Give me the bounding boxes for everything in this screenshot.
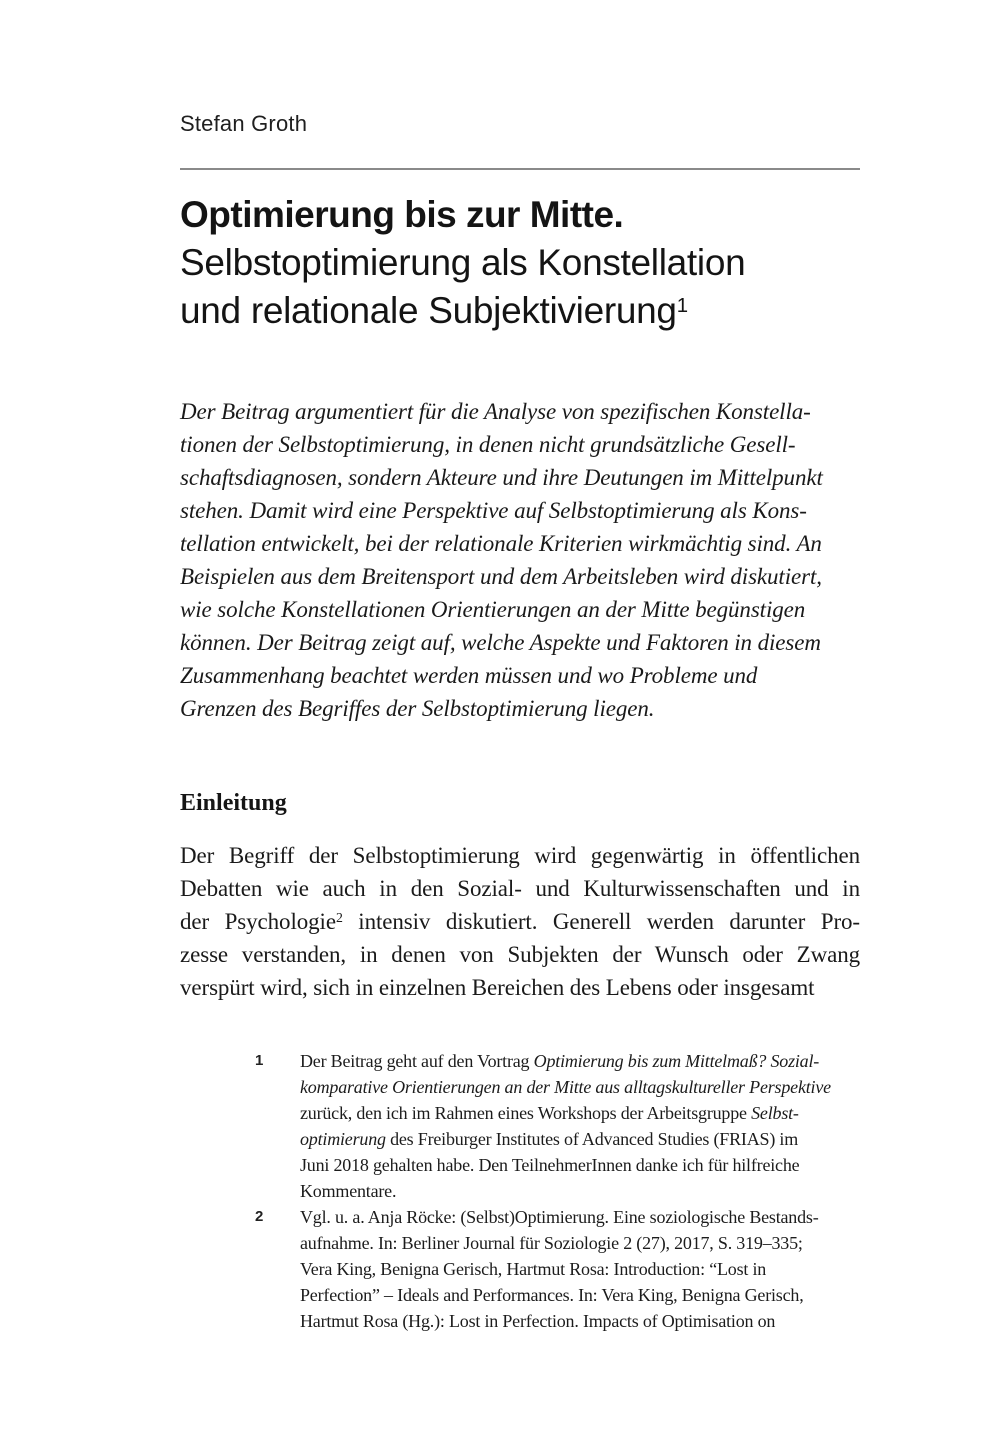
article-subtitle-line2: [180, 290, 688, 331]
footnote-item: [180, 1204, 860, 1334]
footnote-number: 2: [255, 1208, 264, 1225]
article-title: [180, 191, 860, 335]
body-line: verspürt wird, sich in einzelnen Bereichen des Lebens oder insgesamt: [180, 975, 815, 1000]
intro-paragraph: [180, 839, 860, 1004]
footnote-ref-1: 1: [676, 294, 688, 317]
body-line: Debatten wie auch in den Sozial- und Kulturwissenschaften und in: [180, 876, 860, 901]
body-line: Der Begriff der Selbstoptimierung wird gegenwärtig in öffentlichen: [180, 843, 860, 868]
footnote-text: Der Beitrag geht auf den Vortrag Optimierung bis zum Mittelmaß? Sozial- komparative Orientierungen an der Mitte aus alltagskultureller Perspektive zurück, den ich im Rahmen eines Workshops der Arbeitsgruppe Selbst- optimierung des Freiburger Institutes of Advanced Studies (FRIAS) im Juni 2018 gehalten habe. Den TeilnehmerInnen danke ich für hilfreiche Kommentare.: [300, 1051, 831, 1201]
header-rule: [180, 168, 860, 170]
section-heading-einleitung: Einleitung: [180, 790, 287, 816]
body-line: der Psychologie$^2$ intensiv diskutiert. Generell werden darunter Pro-: [180, 909, 860, 934]
footnotes: [180, 1048, 860, 1334]
footnote-item: [180, 1048, 860, 1204]
footnote-number: 1: [255, 1052, 264, 1069]
body-line: zesse verstanden, in denen von Subjekten der Wunsch oder Zwang: [180, 942, 860, 967]
author-name: Stefan Groth: [180, 111, 308, 136]
article-subtitle-line2-text: und relationale Subjektivierung: [180, 290, 677, 331]
footnote-text: Vgl. u. a. Anja Röcke: (Selbst)Optimierung. Eine soziologische Bestands- aufnahme. In: Berliner Journal für Soziologie 2 (27), 2017, S. 319–335; Vera King, Benigna Gerisch, Hartmut Rosa: Introduction: “Lost in Perfection” – Ideals and Performances. In: Vera King, Benigna Gerisch, Hartmut Rosa (Hg.): Lost in Perfection. Impacts of Optimisation on: [300, 1207, 819, 1331]
article-title-main: Optimierung bis zur Mitte.: [180, 194, 624, 235]
abstract-paragraph: Der Beitrag argumentiert für die Analyse von spezifischen Konstella- tionen der Selbstoptimierung, in denen nicht grundsätzliche Gesell- schaftsdiagnosen, sondern Akteure und ihre Deutungen im Mittelpunkt stehen. Damit wird eine Perspektive auf Selbstoptimierung als Kons- tellation entwickelt, bei der relationale Kriterien wirkmächtig sind. An Beispielen aus dem Breitensport und dem Arbeitsleben wird diskutiert, wie solche Konstellationen Orientierungen an der Mitte begünstigen können. Der Beitrag zeigt auf, welche Aspekte und Faktoren in diesem Zusammenhang beachtet werden müssen und wo Probleme und Grenzen des Begriffes der Selbstoptimierung liegen.: [180, 399, 823, 721]
article-subtitle-line1: Selbstoptimierung als Konstellation: [180, 242, 746, 283]
